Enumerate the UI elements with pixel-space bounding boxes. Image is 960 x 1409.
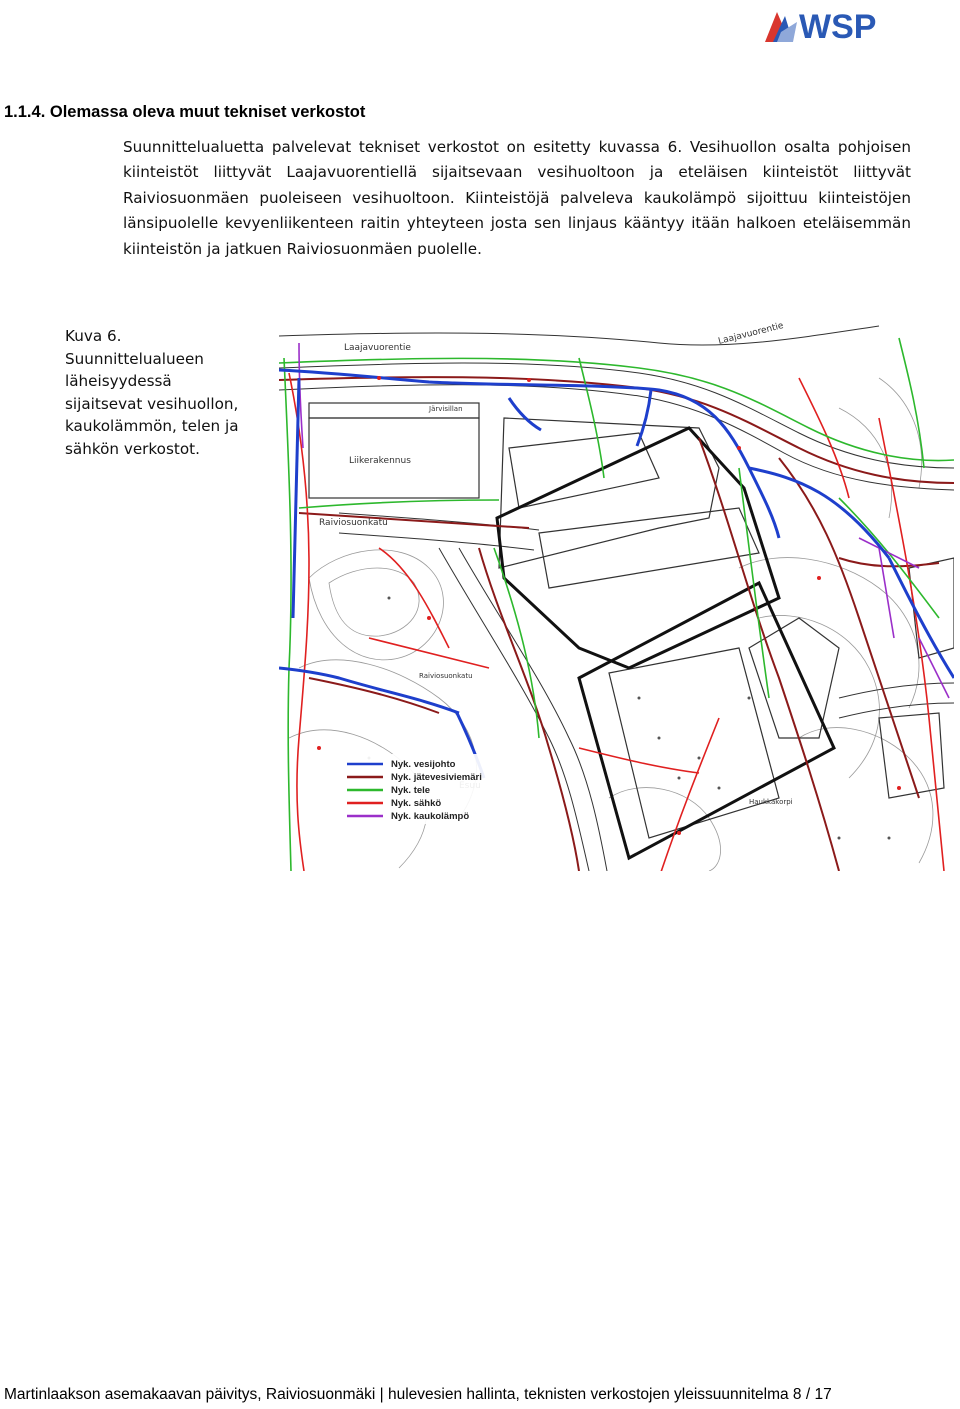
logo-text: WSP [799,8,877,46]
map-label-building: Järvisillan [429,405,463,413]
caption-line: läheisyydessä [65,372,172,390]
section-heading: 1.1.4. Olemassa oleva muut tekniset verkostot [4,103,366,121]
page-number: 8 / 17 [792,1386,832,1403]
plan-boundary [497,428,834,858]
wsp-logo [763,2,889,46]
caption-line: Suunnittelualueen [65,349,204,368]
caption-line: kaukolämmön, telen ja [65,417,239,435]
footer-text: Martinlaakson asemakaavan päivitys, Raiviosuonmäki | hulevesien hallinta, teknisten verkostojen yleissuunnitelma [4,1386,789,1403]
map-label-building: Liikerakennus [349,456,411,466]
map-label-road-north-east: Laajavuorentie [717,321,785,347]
caption-line: sähkön verkostot. [65,439,200,458]
map-label-road-south: Raiviosuonkatu [319,518,388,528]
legend-label: Nyk. sähkö [391,798,442,809]
legend-label: Nyk. vesijohto [391,759,456,770]
page-footer [4,1386,832,1404]
figure-caption [65,325,270,460]
map-label-road-north: Laajavuorentie [344,343,411,353]
caption-line: sijaitsevat vesihuollon, [65,394,239,413]
legend-label: Nyk. kaukolämpö [391,811,470,822]
map-legend [339,754,499,824]
map-label-street: Haukkakorpi [749,798,793,806]
wsp-logo-icon [763,2,889,46]
map-label-group [319,321,793,806]
map-drawing [279,318,954,871]
body-paragraph [123,135,911,262]
legend-label: Nyk. tele [391,785,431,796]
caption-line: Kuva 6. [65,327,122,345]
utility-network-map [279,318,954,871]
water-supply-lines [279,370,954,778]
map-label-street: Raiviosuonkatu [419,672,473,680]
paragraph-text: Suunnittelualuetta palvelevat tekniset verkostot on esitetty kuvassa 6. Vesihuollon osalta pohjoisen kiinteistöt liittyvät Laajavuorentiellä sijaitsevaan vesihuoltoon ja eteläisen kiinteistöt liittyvät Raiviosuonmäen puoleiseen vesihuoltoon. Kiinteistöjä palveleva kaukolämpö sijoittuu kiinteistöjen länsipuolelle kevyenliikenteen raitin yhteyteen josta sen linjaus kääntyy itään halkoen eteläisemmän kiinteistön ja jatkuen Raiviosuonmäen puolelle. [123,138,911,258]
legend-label: Nyk. jätevesiviemäri [391,772,482,783]
